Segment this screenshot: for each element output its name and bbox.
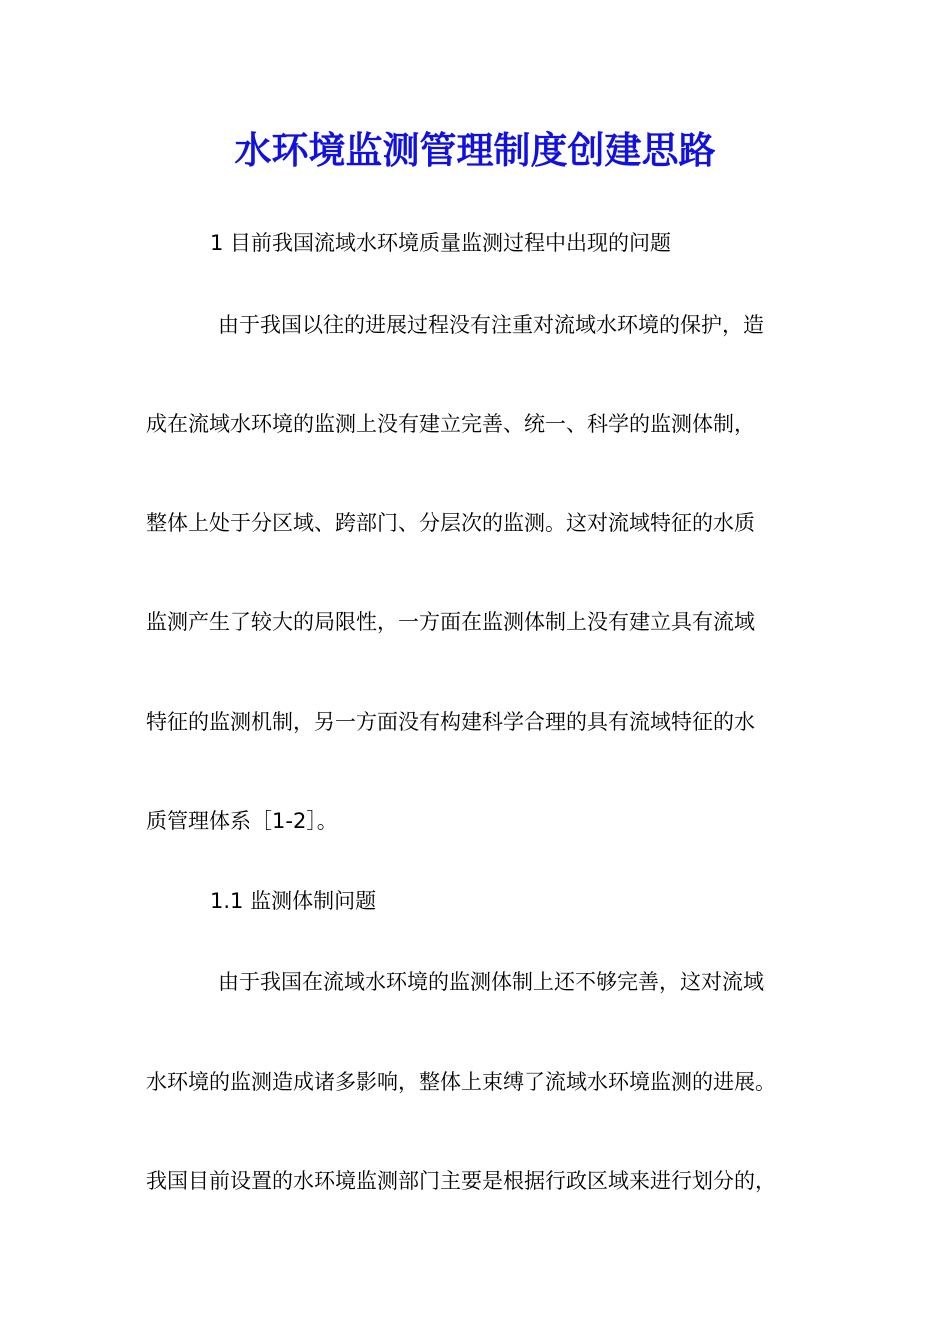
page-title: 水环境监测管理制度创建思路 xyxy=(234,128,716,172)
paragraph-line: 成在流域水环境的监测上没有建立完善、统一、科学的监测体制， xyxy=(146,412,755,436)
paragraph-line: 我国目前设置的水环境监测部门主要是根据行政区域来进行划分的， xyxy=(146,1169,776,1193)
paragraph-line: 水环境的监测造成诸多影响，整体上束缚了流域水环境监测的进展。 xyxy=(146,1070,776,1094)
paragraph-line: 特征的监测机制，另一方面没有构建科学合理的具有流域特征的水 xyxy=(146,710,755,734)
paragraph-line: 质管理体系［1-2］。 xyxy=(146,809,338,833)
paragraph-line: 由于我国以往的进展过程没有注重对流域水环境的保护，造 xyxy=(218,313,764,337)
section-heading: 1 目前我国流域水环境质量监测过程中出现的问题 xyxy=(210,231,672,255)
paragraph-line: 由于我国在流域水环境的监测体制上还不够完善，这对流域 xyxy=(218,970,764,994)
subsection-heading: 1.1 监测体制问题 xyxy=(210,889,377,913)
paragraph-line: 监测产生了较大的局限性，一方面在监测体制上没有建立具有流域 xyxy=(146,610,755,634)
paragraph-line: 整体上处于分区域、跨部门、分层次的监测。这对流域特征的水质 xyxy=(146,511,755,535)
